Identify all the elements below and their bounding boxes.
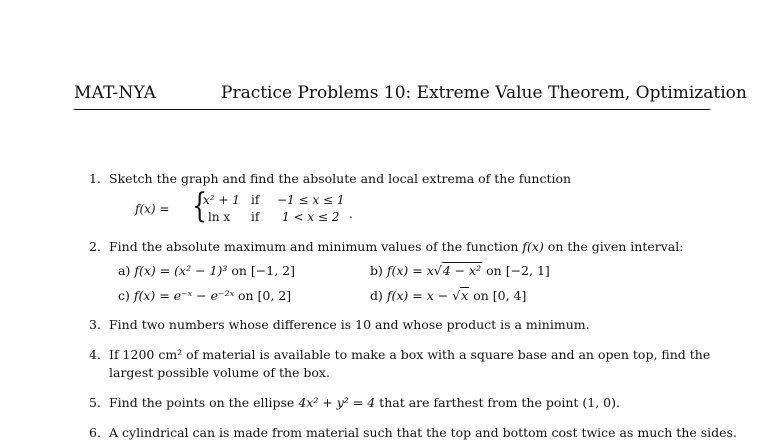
problem-number: 2. <box>89 239 101 254</box>
sqrt-sign: √ <box>452 288 461 303</box>
page-title: Practice Problems 10: Extreme Value Theorem, Optimization <box>221 83 747 103</box>
problem-text-b: that are farthest from the point (1, 0). <box>375 395 620 410</box>
problem-text-a: Find the points on the ellipse <box>109 395 299 410</box>
case1-condition: −1 ≤ x ≤ 1 <box>277 193 345 207</box>
case2-expr-text: ln x <box>208 210 231 224</box>
problem-3 <box>89 317 590 332</box>
sqrt-radicand: x <box>461 288 469 303</box>
header-rule <box>74 109 710 110</box>
case1-if: if <box>251 193 260 207</box>
problem-text-b: on the given interval: <box>543 239 684 254</box>
subpart-interval: on [−2, 1] <box>482 263 550 278</box>
problem-number: 6. <box>89 425 101 440</box>
subpart-label: d) <box>370 288 383 303</box>
subpart-label: b) <box>370 263 383 278</box>
problem-1 <box>89 171 571 186</box>
subpart-interval: on [0, 4] <box>469 288 527 303</box>
subpart-b <box>370 263 550 278</box>
problem-2 <box>89 239 683 254</box>
problem-text: Sketch the graph and find the absolute and local extrema of the function <box>109 171 572 186</box>
subpart-expr: f(x) = (x² − 1)³ <box>134 263 228 278</box>
subpart-d <box>370 288 526 303</box>
case1-expression: x² + 1 <box>203 193 240 207</box>
problem-text: A cylindrical can is made from material such that the top and bottom cost twice as much the sides. <box>109 425 737 440</box>
subpart-label: a) <box>118 263 131 278</box>
subpart-expr: f(x) = e⁻ˣ − e⁻²ˣ <box>133 288 235 303</box>
problem-6 <box>89 425 737 440</box>
sqrt-radicand: 4 − x² <box>442 263 482 278</box>
case2-expression <box>208 210 230 224</box>
piecewise-period: . <box>349 207 353 221</box>
problem-text-a: Find the absolute maximum and minimum values of the function <box>109 239 523 254</box>
subpart-interval: on [−1, 2] <box>227 263 295 278</box>
ellipse-equation: 4x² + y² = 4 <box>298 395 376 410</box>
subpart-interval: on [0, 2] <box>234 288 292 303</box>
problem-text: Find two numbers whose difference is 10 and whose product is a minimum. <box>109 317 590 332</box>
subpart-expr: f(x) = x − <box>386 288 453 303</box>
problem-5 <box>89 395 620 410</box>
problem-func: f(x) <box>522 239 544 254</box>
case2-condition: 1 < x ≤ 2 <box>282 210 340 224</box>
subpart-label: c) <box>118 288 130 303</box>
sqrt-sign: √ <box>433 263 442 278</box>
problem-number: 4. <box>89 347 101 362</box>
left-brace: { <box>192 186 208 226</box>
problem-number: 5. <box>89 395 101 410</box>
piecewise-lhs: f(x) = <box>135 202 170 216</box>
subpart-expr: f(x) = x <box>386 263 434 278</box>
subpart-c <box>118 288 291 303</box>
subpart-a <box>118 263 295 278</box>
case2-if: if <box>251 210 260 224</box>
problem-4 <box>89 347 710 362</box>
course-code: MAT-NYA <box>74 83 157 103</box>
problem-4-line-2: largest possible volume of the box. <box>109 365 330 380</box>
problem-number: 3. <box>89 317 101 332</box>
problem-text: If 1200 cm² of material is available to make a box with a square base and an open top, find the <box>109 347 711 362</box>
problem-number: 1. <box>89 171 101 186</box>
